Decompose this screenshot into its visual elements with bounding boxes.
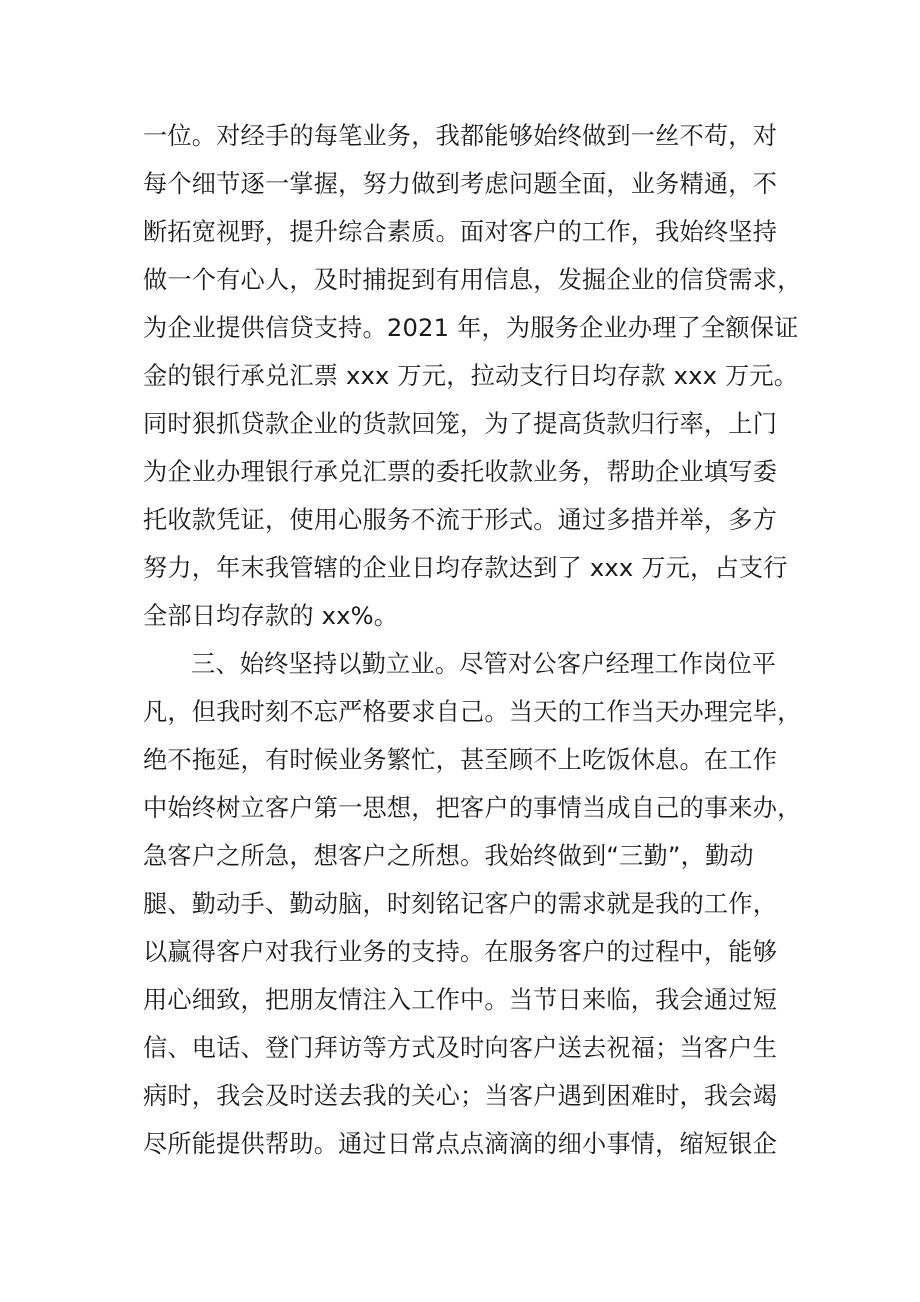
text-line: 同时狠抓贷款企业的货款回笼，为了提高货款归行率，上门 [143, 410, 778, 438]
text-line: 中始终树立客户第一思想，把客户的事情当成自己的事来办， [143, 794, 802, 822]
text-line: 凡，但我时刻不忘严格要求自己。当天的工作当天办理完毕， [143, 698, 802, 726]
text-line: 金的银行承兑汇票 xxx 万元，拉动支行日均存款 xxx 万元。 [143, 362, 799, 390]
text-line: 为企业提供信贷支持。2021 年，为服务企业办理了全额保证 [143, 314, 799, 342]
text-line: 腿、勤动手、勤动脑，时刻铭记客户的需求就是我的工作， [143, 890, 778, 918]
text-line: 尽所能提供帮助。通过日常点点滴滴的细小事情，缩短银企 [143, 1130, 778, 1158]
text-line: 做一个有心人，及时捕捉到有用信息，发掘企业的信贷需求， [143, 266, 802, 294]
text-line: 托收款凭证，使用心服务不流于形式。通过多措并举，多方 [143, 506, 778, 534]
text-line: 信、电话、登门拜访等方式及时向客户送去祝福；当客户生 [143, 1034, 778, 1062]
text-line: 断拓宽视野，提升综合素质。面对客户的工作，我始终坚持 [143, 218, 778, 246]
text-line: 全部日均存款的 xx%。 [143, 602, 399, 630]
text-line: 急客户之所急，想客户之所想。我始终做到“三勤”，勤动 [143, 842, 754, 870]
text-line: 为企业办理银行承兑汇票的委托收款业务，帮助企业填写委 [143, 458, 778, 486]
text-line: 每个细节逐一掌握，努力做到考虑问题全面，业务精通，不 [143, 170, 778, 198]
text-line: 病时，我会及时送去我的关心；当客户遇到困难时，我会竭 [143, 1082, 778, 1110]
text-line: 努力，年末我管辖的企业日均存款达到了 xxx 万元，占支行 [143, 554, 788, 582]
text-line: 一位。对经手的每笔业务，我都能够始终做到一丝不苟，对 [143, 122, 778, 150]
paragraph-heading-line: 三、始终坚持以勤立业。尽管对公客户经理工作岗位平 [191, 650, 777, 678]
text-line: 绝不拖延，有时候业务繁忙，甚至顾不上吃饭休息。在工作 [143, 746, 778, 774]
text-line: 以赢得客户对我行业务的支持。在服务客户的过程中，能够 [143, 938, 778, 966]
text-line: 用心细致，把朋友情注入工作中。当节日来临，我会通过短 [143, 986, 778, 1014]
